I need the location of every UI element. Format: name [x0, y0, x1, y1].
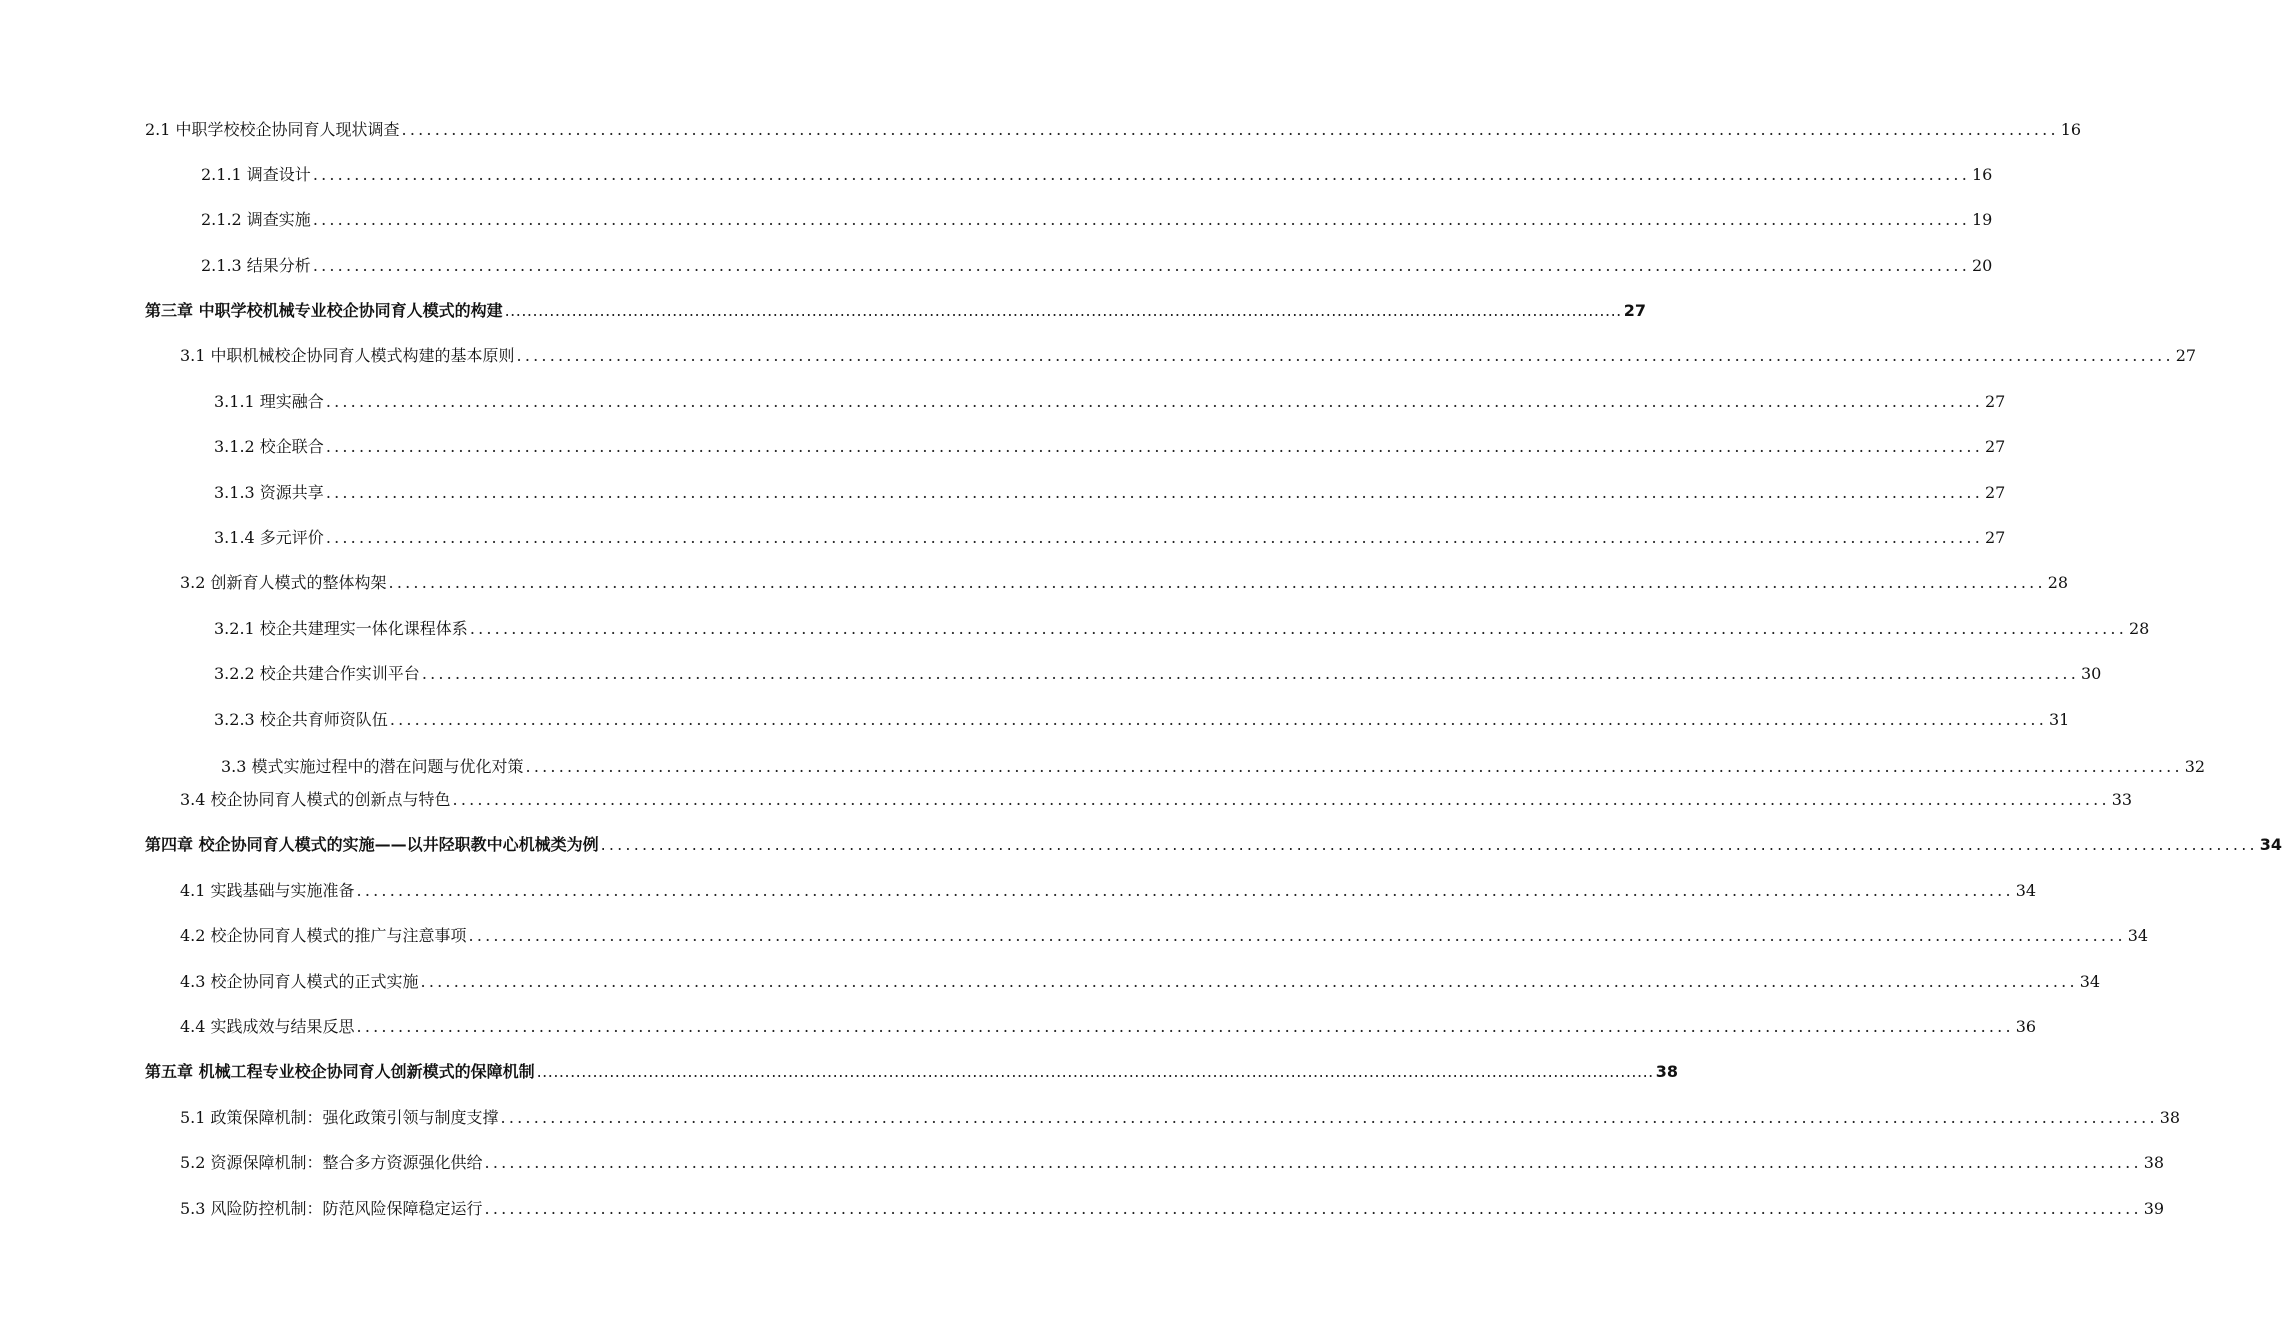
toc-entry-page: 16 [2060, 120, 2082, 139]
toc-entry-page: 34 [2079, 972, 2101, 991]
toc-entry [180, 1194, 2165, 1224]
dot-leader: ........................................................................................................................................................................................................ [468, 926, 2126, 945]
toc-entry [180, 1012, 2037, 1042]
toc-chapter-entry [145, 1057, 1679, 1087]
dot-leader: ........................................................................................................................................................................................................ [388, 573, 2046, 592]
toc-entry-page: 28 [2047, 573, 2069, 592]
toc-entry [180, 568, 2069, 598]
toc-entry-page: 28 [2129, 619, 2150, 638]
dot-leader: ........................................................................................................................................................................................................ [484, 1153, 2142, 1172]
toc-entry-page: 33 [2111, 790, 2133, 809]
toc-entry-title: 3.1.3 资源共享 [214, 483, 324, 502]
toc-entry-title: 第三章 中职学校机械专业校企协同育人模式的构建 [145, 301, 503, 320]
dot-leader: ........................................................................................................................................................................................................ [389, 710, 2047, 729]
toc-entry-page: 31 [2049, 710, 2070, 729]
toc-entry [180, 785, 2133, 815]
toc-entry-title: 3.2.2 校企共建合作实训平台 [214, 664, 420, 683]
toc-entry-title: 3.1.2 校企联合 [214, 437, 324, 456]
toc-entry [180, 1103, 2181, 1133]
toc-entry-title: 3.2.3 校企共育师资队伍 [214, 710, 388, 729]
toc-entry [214, 523, 2006, 553]
toc-entry-title: 3.1.4 多元评价 [214, 528, 324, 547]
toc-entry-title: 2.1.2 调查实施 [201, 210, 311, 229]
toc-entry-title: 3.4 校企协同育人模式的创新点与特色 [180, 790, 451, 809]
toc-entry-page: 34 [2127, 926, 2149, 945]
dot-leader: ........................................................................................................................................................................................................ [325, 528, 1983, 547]
toc-entry [180, 967, 2101, 997]
toc-entry [180, 1148, 2165, 1178]
toc-entry-title: 3.2.1 校企共建理实一体化课程体系 [214, 619, 468, 638]
dot-leader: ........................................................................................................................................................................................................ [312, 210, 1970, 229]
toc-entry-page: 38 [2159, 1108, 2181, 1127]
toc-entry-page: 39 [2143, 1199, 2165, 1218]
toc-entry [201, 160, 1993, 190]
toc-entry-title: 4.3 校企协同育人模式的正式实施 [180, 972, 419, 991]
toc-entry [214, 705, 2070, 735]
toc-entry [180, 341, 2197, 371]
toc-entry-page: 38 [2143, 1153, 2165, 1172]
dot-leader: ........................................................................................................................................................................................................ [325, 437, 1983, 456]
toc-entry-title: 第四章 校企协同育人模式的实施——以井陉职教中心机械类为例 [145, 835, 599, 854]
toc-entry [214, 478, 2006, 508]
toc-entry [180, 876, 2037, 906]
dot-leader: ........................................................................................................................................................................................................ [484, 1199, 2142, 1218]
toc-entry-title: 3.1.1 理实融合 [214, 392, 324, 411]
toc-entry-page: 27 [2175, 346, 2197, 365]
toc-entry [214, 659, 2102, 689]
toc-entry-title: 2.1.1 调查设计 [201, 165, 311, 184]
dot-leader: ........................................................................................................................................................................................................ [469, 619, 2127, 638]
toc-entry [214, 614, 2150, 644]
dot-leader: ........................................................................................................................................................................................................ [504, 301, 1622, 320]
toc-entry [201, 251, 1993, 281]
toc-entry-page: 27 [1985, 437, 2006, 456]
toc-entry-title: 2.1.3 结果分析 [201, 256, 311, 275]
toc-entry [221, 752, 2206, 782]
dot-leader: ........................................................................................................................................................................................................ [312, 165, 1970, 184]
toc-entry [214, 387, 2006, 417]
toc-entry-page: 27 [1623, 301, 1647, 320]
toc-entry-page: 36 [2015, 1017, 2037, 1036]
toc-entry-title: 5.2 资源保障机制：整合多方资源强化供给 [180, 1153, 483, 1172]
dot-leader: ........................................................................................................................................................................................................ [452, 790, 2110, 809]
dot-leader: ........................................................................................................................................................................................................ [401, 120, 2059, 139]
toc-entry-page: 34 [2259, 835, 2282, 854]
toc-chapter-entry [145, 296, 1647, 326]
toc-entry-page: 30 [2081, 664, 2102, 683]
dot-leader: ........................................................................................................................................................................................................ [525, 757, 2183, 776]
dot-leader: ........................................................................................................................................................................................................ [356, 1017, 2014, 1036]
toc-entry-page: 16 [1972, 165, 1993, 184]
toc-entry-page: 27 [1985, 483, 2006, 502]
toc-entry-page: 32 [2184, 757, 2206, 776]
toc-entry [180, 921, 2149, 951]
toc-entry-title: 5.1 政策保障机制：强化政策引领与制度支撑 [180, 1108, 499, 1127]
toc-entry [201, 205, 1993, 235]
toc-entry-title: 4.4 实践成效与结果反思 [180, 1017, 355, 1036]
toc-entry-title: 4.1 实践基础与实施准备 [180, 881, 355, 900]
dot-leader: ........................................................................................................................................................................................................ [600, 835, 2258, 854]
dot-leader: ........................................................................................................................................................................................................ [325, 483, 1983, 502]
toc-entry-title: 3.3 模式实施过程中的潜在问题与优化对策 [221, 757, 524, 776]
dot-leader: ........................................................................................................................................................................................................ [420, 972, 2078, 991]
dot-leader: ........................................................................................................................................................................................................ [325, 392, 1983, 411]
toc-entry-title: 3.1 中职机械校企协同育人模式构建的基本原则 [180, 346, 515, 365]
toc-entry-title: 4.2 校企协同育人模式的推广与注意事项 [180, 926, 467, 945]
toc-entry-title: 3.2 创新育人模式的整体构架 [180, 573, 387, 592]
toc-entry-page: 34 [2015, 881, 2037, 900]
dot-leader: ........................................................................................................................................................................................................ [500, 1108, 2158, 1127]
toc-entry-title: 第五章 机械工程专业校企协同育人创新模式的保障机制 [145, 1062, 535, 1081]
toc-entry-page: 19 [1972, 210, 1993, 229]
dot-leader: ........................................................................................................................................................................................................ [356, 881, 2014, 900]
dot-leader: ........................................................................................................................................................................................................ [536, 1062, 1654, 1081]
toc-chapter-entry [145, 830, 2282, 860]
toc-entry-title: 2.1 中职学校校企协同育人现状调查 [145, 120, 400, 139]
dot-leader: ........................................................................................................................................................................................................ [312, 256, 1970, 275]
dot-leader: ........................................................................................................................................................................................................ [516, 346, 2174, 365]
toc-entry-page: 27 [1985, 392, 2006, 411]
toc-entry [145, 115, 2082, 145]
toc-entry-title: 5.3 风险防控机制：防范风险保障稳定运行 [180, 1199, 483, 1218]
toc-entry-page: 27 [1985, 528, 2006, 547]
dot-leader: ........................................................................................................................................................................................................ [421, 664, 2079, 683]
toc-entry-page: 38 [1655, 1062, 1679, 1081]
toc-entry [214, 432, 2006, 462]
toc-entry-page: 20 [1972, 256, 1993, 275]
